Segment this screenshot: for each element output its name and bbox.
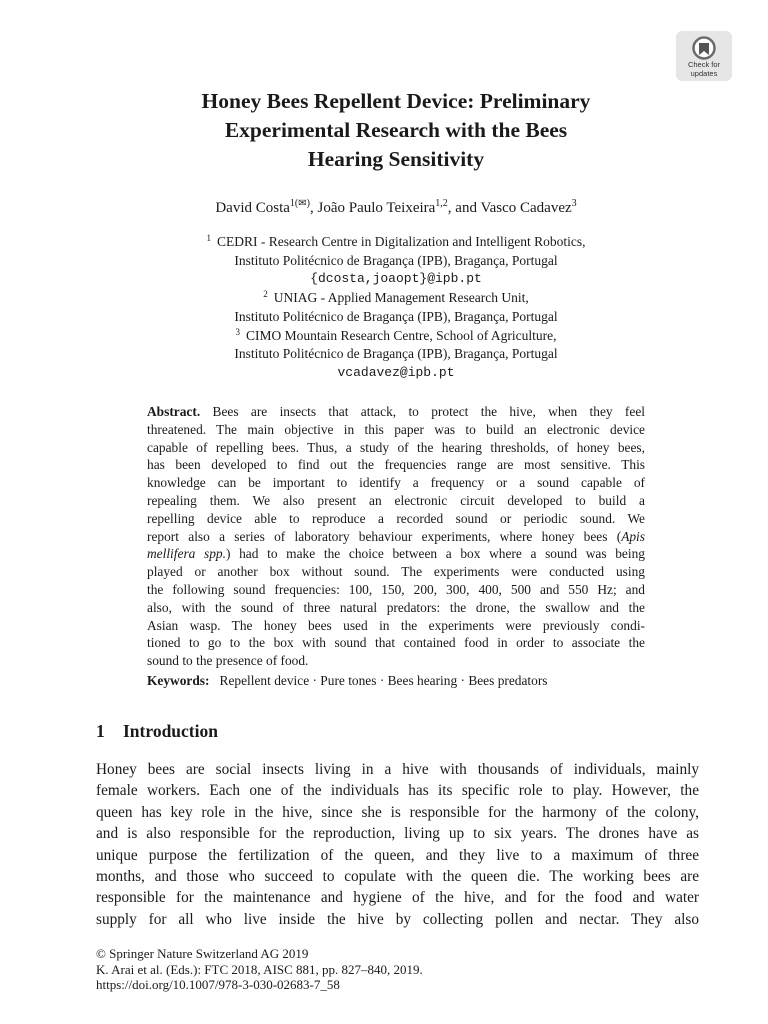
footer-citation [96,946,423,993]
keywords [147,672,645,690]
paper-title [96,87,696,174]
abstract-line: sound to the presence of food. [147,653,309,669]
abstract-line: repelling device able to reproduce a recorded sound or periodic sound. We [147,510,645,526]
keywords-label: Keywords: [147,673,210,688]
envelope-icon[interactable]: ✉ [298,198,307,209]
affiliation-line: $^3$ CIMO Mountain Research Centre, School of Agriculture, [235,326,557,343]
copyright-line: © Springer Nature Switzerland AG 2019 [96,946,309,961]
abstract-line: threatened. The main objective in this paper was to build an electronic device [147,421,645,437]
body-line: queen has key role in the hive, since she is responsible for the harmony of the colony, [96,803,699,821]
abstract [147,403,645,670]
keyword: Pure tones [320,673,377,688]
section-title: Introduction [123,721,218,741]
introduction-body [96,759,699,930]
abstract-label: Abstract. [147,404,201,419]
badge-text-line2: updates [690,69,718,78]
doi-link[interactable]: https://doi.org/10.1007/978-3-030-02683-7_58 [96,977,340,992]
abstract-line: repealing them. We also present an electronic circuit developed to build a [147,492,645,508]
abstract-line: Asian wasp. The honey bees used in the experiments were previously condi- [147,617,645,633]
affiliation-line: Instituto Politécnico de Bragança (IPB), Bragança, Portugal [234,308,558,324]
abstract-line: played or another box without sound. The experiments were conducted using [147,564,645,580]
section-number: 1 [96,721,105,741]
affiliation-line: Instituto Politécnico de Bragança (IPB), Bragança, Portugal [234,252,558,268]
keyword: Repellent device [219,673,310,688]
author-list [96,198,696,218]
abstract-line: knowledge can be important to identify a frequency or a sound capable of [147,475,645,491]
title-line: Experimental Research with the Bees [224,118,568,142]
abstract-line: has been developed to find out the frequencies range are most sensitive. This [147,457,645,473]
body-line: female workers. Each one of the individuals has its specific role to play. However, the [96,782,699,800]
check-updates-icon [691,36,717,60]
title-line: Honey Bees Repellent Device: Preliminary [201,89,591,113]
body-line: unique purpose the fertilization of the queen, and they live to a maximum of three [96,846,699,864]
author-affil-sup: 1(✉) [289,198,310,209]
abstract-line: Abstract. Bees are insects that attack, to protect the hive, when they feel [147,404,645,419]
abstract-line: also, with the sound of three natural predators: the drone, the swallow and the [147,599,645,615]
keyword: Bees predators [468,673,548,688]
author-name: João Paulo Teixeira [317,200,436,216]
affiliation-line: Instituto Politécnico de Bragança (IPB), Bragança, Portugal [234,346,558,362]
abstract-line: capable of repelling bees. Thus, a study of the hearing thresholds, of honey bees, [147,439,645,455]
author-name: David Costa [215,200,290,216]
keyword: Bees hearing [387,673,458,688]
affiliation-line: $^2$ UNIAG - Applied Management Research Unit, [263,289,529,306]
keyword-separator: · [376,673,388,688]
body-line: responsible for the maintenance and hygiene of the hive, and for the food and water [96,889,699,907]
section-heading [96,719,218,743]
affiliation-email[interactable]: {dcosta,joaopt}@ipb.pt [310,271,482,287]
body-line: and is also responsible for the reproduction, living up to six years. The drones have as [96,825,699,843]
author-affil-sup: 1,2 [435,198,448,209]
body-line: months, and those who succeed to copulate with the queen die. The working bees are [96,868,699,886]
keyword-separator: · [457,673,469,688]
affiliation-line: $^1$ CEDRI - Research Centre in Digitalization and Intelligent Robotics, [206,233,586,249]
abstract-line: mellifera spp.) had to make the choice between a box where a sound was being [147,546,645,562]
badge-text-line1: Check for [687,60,721,69]
affiliation-email[interactable]: vcadavez@ipb.pt [337,364,455,380]
abstract-line: report also a series of laboratory behaviour experiments, where honey bees (Apis [147,528,645,544]
author-affil-sup: 3 [571,198,577,209]
affiliations [96,233,696,383]
abstract-line: tioned to go to the box with sound that contained food in order to associate the [147,635,645,651]
author-separator: , and [447,200,481,216]
keyword-separator: · [309,673,321,688]
author-separator: , [309,200,318,216]
body-line: supply for all who live inside the hive by collecting pollen and nectar. They also [96,910,699,928]
author-name: Vasco Cadavez [480,200,572,216]
body-line: Honey bees are social insects living in a hive with thousands of individuals, mainly [96,761,699,778]
abstract-line: the following sound frequencies: 100, 150, 200, 300, 400, 500 and 550 Hz; and [147,581,645,597]
check-for-updates-badge[interactable] [676,31,732,81]
title-line: Hearing Sensitivity [307,147,485,171]
citation-line: K. Arai et al. (Eds.): FTC 2018, AISC 881, pp. 827–840, 2019. [96,961,423,977]
